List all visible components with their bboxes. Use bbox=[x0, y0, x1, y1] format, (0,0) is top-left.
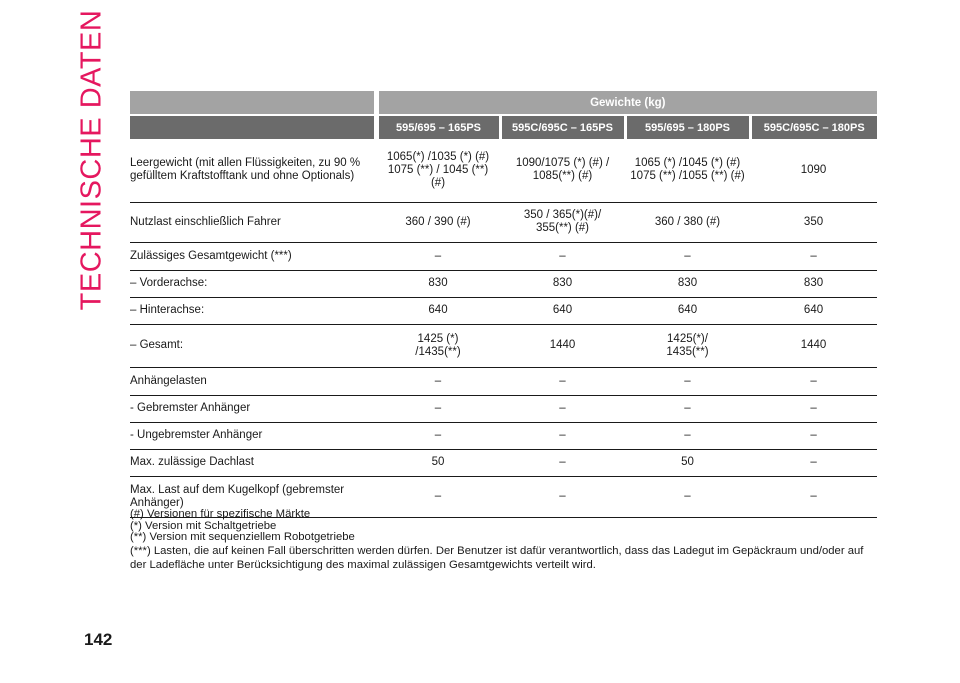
table-cell: 1440 bbox=[750, 324, 877, 367]
table-cell: 1425 (*) /1435(**) bbox=[376, 324, 500, 367]
table-cell: 1065 (*) /1045 (*) (#) 1075 (**) /1055 (**) (#) bbox=[625, 139, 750, 202]
footnote: (***) Lasten, die auf keinen Fall überschritten werden dürfen. Der Benutzer ist dafür verantwortlich, dass das Ladegut im Gepäckraum und/oder auf der Ladefläche unter Berücksichtigung des maximal zulässigen Gesamtgewichts verteilt wird. bbox=[130, 544, 864, 571]
table-header-group-row bbox=[130, 91, 877, 115]
section-title bbox=[72, 9, 112, 311]
table-cell: – bbox=[500, 367, 625, 395]
footnote: (**) Version mit sequenziellem Robotgetriebe bbox=[130, 531, 355, 544]
table-row bbox=[130, 202, 877, 242]
table-row bbox=[130, 367, 877, 395]
header-blank-cell bbox=[130, 115, 376, 139]
table-row bbox=[130, 395, 877, 422]
table-cell: – bbox=[750, 367, 877, 395]
table-cell: 350 bbox=[750, 202, 877, 242]
table-row bbox=[130, 422, 877, 449]
table-cell: – bbox=[500, 449, 625, 476]
row-label: - Gebremster Anhänger bbox=[130, 395, 376, 422]
table-cell: 360 / 390 (#) bbox=[376, 202, 500, 242]
table-header-columns-row bbox=[130, 115, 877, 139]
table-cell: – bbox=[625, 367, 750, 395]
table-row bbox=[130, 242, 877, 270]
table-cell: – bbox=[500, 476, 625, 517]
table-row bbox=[130, 297, 877, 324]
table-row bbox=[130, 270, 877, 297]
row-label: Zulässiges Gesamtgewicht (***) bbox=[130, 242, 376, 270]
row-label: Anhängelasten bbox=[130, 367, 376, 395]
table-cell: – bbox=[625, 476, 750, 517]
table-cell: – bbox=[376, 395, 500, 422]
table-cell: 640 bbox=[625, 297, 750, 324]
table-cell: 1090/1075 (*) (#) / 1085(**) (#) bbox=[500, 139, 625, 202]
table-cell: 50 bbox=[376, 449, 500, 476]
row-label: – Hinterachse: bbox=[130, 297, 376, 324]
table-cell: 350 / 365(*)(#)/ 355(**) (#) bbox=[500, 202, 625, 242]
column-header: 595/695 – 165PS bbox=[376, 115, 500, 139]
table-row bbox=[130, 139, 877, 202]
table-cell: 830 bbox=[500, 270, 625, 297]
table-cell: 1065(*) /1035 (*) (#) 1075 (**) / 1045 (**) (#) bbox=[376, 139, 500, 202]
table-cell: 640 bbox=[376, 297, 500, 324]
table-cell: – bbox=[500, 395, 625, 422]
table-cell: – bbox=[750, 242, 877, 270]
table-row bbox=[130, 449, 877, 476]
weights-table bbox=[130, 91, 877, 518]
group-header: Gewichte (kg) bbox=[376, 91, 877, 115]
table-cell: – bbox=[625, 395, 750, 422]
header-blank-cell bbox=[130, 91, 376, 115]
row-label: Nutzlast einschließlich Fahrer bbox=[130, 202, 376, 242]
table-cell: – bbox=[376, 422, 500, 449]
row-label: – Gesamt: bbox=[130, 324, 376, 367]
table-cell: – bbox=[500, 422, 625, 449]
table-cell: – bbox=[750, 422, 877, 449]
section-title-text: TECHNISCHE DATEN bbox=[75, 9, 108, 311]
column-header: 595C/695C – 180PS bbox=[750, 115, 877, 139]
table-cell: 50 bbox=[625, 449, 750, 476]
table-cell: – bbox=[625, 242, 750, 270]
row-label: – Vorderachse: bbox=[130, 270, 376, 297]
table-cell: 830 bbox=[750, 270, 877, 297]
weights-table-container bbox=[130, 91, 877, 518]
table-cell: 830 bbox=[376, 270, 500, 297]
table-cell: – bbox=[625, 422, 750, 449]
table-cell: – bbox=[376, 242, 500, 270]
row-label: Leergewicht (mit allen Flüssigkeiten, zu 90 % gefülltem Kraftstofftank und ohne Optionals) bbox=[130, 139, 376, 202]
column-header: 595C/695C – 165PS bbox=[500, 115, 625, 139]
row-label: Max. Last auf dem Kugelkopf (gebremster Anhänger) bbox=[130, 476, 376, 517]
table-cell: – bbox=[750, 449, 877, 476]
table-cell: – bbox=[500, 242, 625, 270]
footnote: (#) Versionen für spezifische Märkte bbox=[130, 508, 311, 520]
table-cell: 1425(*)/ 1435(**) bbox=[625, 324, 750, 367]
table-cell: 360 / 380 (#) bbox=[625, 202, 750, 242]
footnotes bbox=[130, 509, 880, 572]
table-cell: – bbox=[750, 395, 877, 422]
table-cell: – bbox=[376, 367, 500, 395]
table-cell: 640 bbox=[500, 297, 625, 324]
page-number: 142 bbox=[84, 630, 113, 649]
row-label: Max. zulässige Dachlast bbox=[130, 449, 376, 476]
row-label: - Ungebremster Anhänger bbox=[130, 422, 376, 449]
table-cell: 1090 bbox=[750, 139, 877, 202]
table-cell: 830 bbox=[625, 270, 750, 297]
table-row bbox=[130, 324, 877, 367]
table-cell: 640 bbox=[750, 297, 877, 324]
footnote: (*) Version mit Schaltgetriebe bbox=[130, 519, 277, 532]
table-cell: 1440 bbox=[500, 324, 625, 367]
column-header: 595/695 – 180PS bbox=[625, 115, 750, 139]
table-cell: – bbox=[376, 476, 500, 517]
table-cell: – bbox=[750, 476, 877, 517]
